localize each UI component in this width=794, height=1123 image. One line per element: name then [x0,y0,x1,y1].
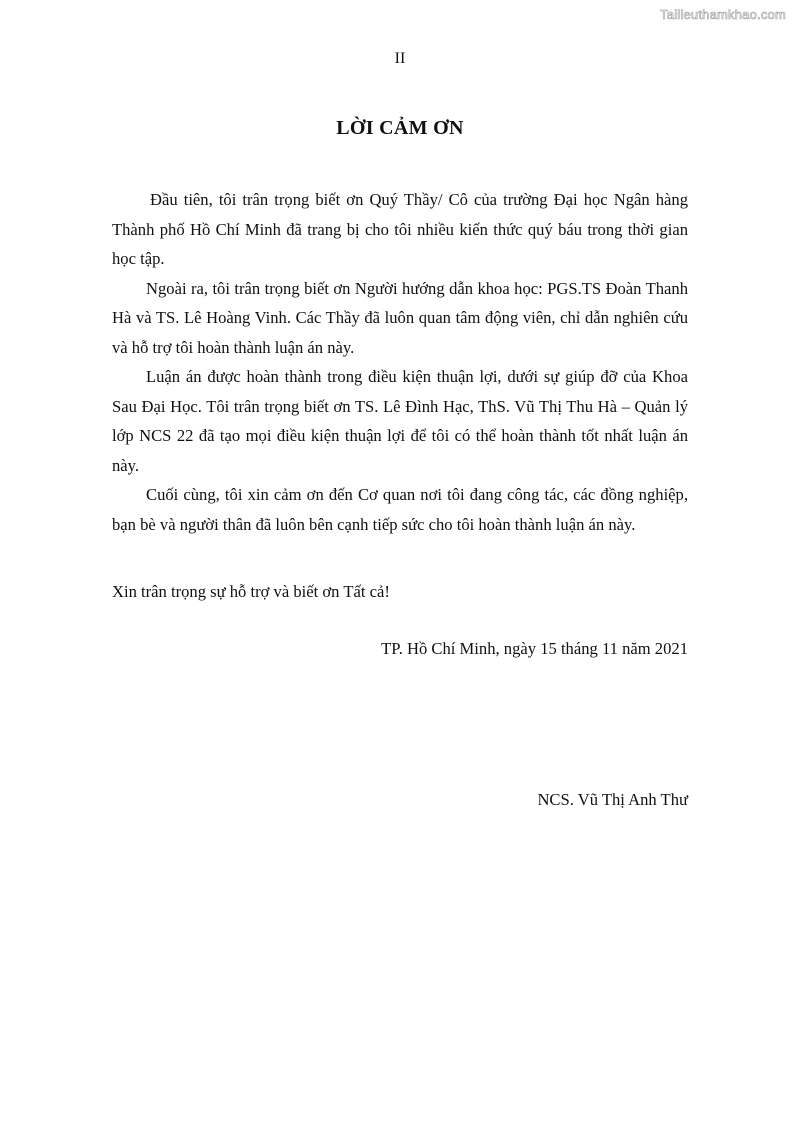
author-signature: NCS. Vũ Thị Anh Thư [537,790,688,809]
paragraph-4: Cuối cùng, tôi xin cảm ơn đến Cơ quan nơi tôi đang công tác, các đồng nghiệp, bạn bè và người thân đã luôn bên cạnh tiếp sức cho tôi hoàn thành luận án này. [112,485,688,534]
watermark-text: Tailieuthamkhao.com [660,7,786,22]
paragraph-2: Ngoài ra, tôi trân trọng biết ơn Người hướng dẫn khoa học: PGS.TS Đoàn Thanh Hà và TS. Lê Hoàng Vinh. Các Thầy đã luôn quan tâm động viên, chỉ dẫn nghiên cứu và hỗ trợ tôi hoàn thành luận án này. [112,278,688,357]
page-title: LỜI CẢM ƠN [336,117,464,139]
place-date-line: TP. Hồ Chí Minh, ngày 15 tháng 11 năm 2021 [381,639,688,658]
page-number: II [394,50,406,67]
paragraph-3: Luận án được hoàn thành trong điều kiện thuận lợi, dưới sự giúp đỡ của Khoa Sau Đại Học. Tôi trân trọng biết ơn TS. Lê Đình Hạc, ThS. Vũ Thị Thu Hà – Quản lý lớp NCS 22 đã tạo mọi điều kiện thuận lợi để tôi có thể hoàn thành tốt nhất luận án này. [112,367,688,475]
paragraph-1: Đầu tiên, tôi trân trọng biết ơn Quý Thầy/ Cô của trường Đại học Ngân hàng Thành phố Hồ Chí Minh đã trang bị cho tôi nhiều kiến thức quý báu trong thời gian học tập. [112,190,688,268]
closing-line: Xin trân trọng sự hỗ trợ và biết ơn Tất cả! [112,582,390,601]
acknowledgement-body [112,185,688,539]
